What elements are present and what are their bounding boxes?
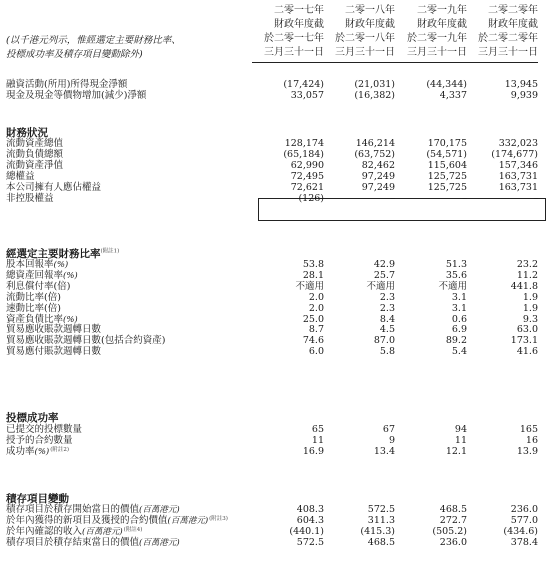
section-title-text: 積存項目變動 [6, 493, 69, 505]
table-row [0, 161, 553, 172]
row-label-text: 股本回報率 [6, 259, 54, 270]
row-label-text: 本公司擁有人應佔權益 [6, 181, 102, 193]
value-cell: 165 [519, 424, 538, 435]
column-header-line: 三月三十一日 [478, 47, 538, 58]
table-row [0, 347, 553, 358]
row-label-text: 積存項目於積存開始當日的價值 [6, 504, 140, 515]
value-cell: 42.9 [373, 259, 395, 270]
value-cell: 不適用 [366, 280, 395, 292]
value-cell: 12.1 [445, 445, 467, 457]
value-cell: 94 [454, 424, 467, 435]
value-cell: 16.9 [302, 445, 324, 457]
column-header-line: 二零一九年 [417, 5, 467, 16]
value-cell: 72,621 [290, 181, 324, 193]
table-row [0, 150, 553, 161]
value-cell: (440.1) [289, 525, 324, 537]
value-cell: 25.7 [373, 269, 395, 281]
table-row [0, 282, 553, 293]
column-header-line: 財政年度截 [345, 19, 395, 30]
value-cell: 72,495 [290, 170, 324, 182]
value-cell: (17,424) [283, 79, 324, 90]
value-cell: 63.0 [516, 324, 538, 336]
row-label-text: 流動負債總額 [6, 148, 64, 160]
value-cell: 16 [525, 434, 538, 446]
value-cell: (44,344) [426, 79, 467, 90]
column-header-line: 二零二零年 [488, 5, 538, 16]
table-row [0, 447, 553, 458]
table-row [0, 516, 553, 527]
value-cell: 82,462 [361, 159, 395, 171]
column-header-line: 財政年度截 [274, 19, 324, 30]
value-cell: 51.3 [445, 259, 467, 270]
row-label [6, 194, 54, 205]
column-header-line: 二零一八年 [345, 5, 395, 16]
value-cell: 97,249 [361, 181, 395, 193]
value-cell: 9,939 [510, 89, 538, 101]
value-cell: 9.3 [522, 313, 538, 325]
value-cell: 13,945 [504, 79, 538, 90]
header-underline [252, 62, 324, 63]
value-cell: 272.7 [439, 514, 467, 526]
value-cell: 11 [311, 434, 324, 446]
value-cell: 53.8 [302, 259, 324, 270]
section-title-text: 財務狀況 [6, 127, 48, 139]
column-header-line: 於二零二零年 [478, 33, 538, 44]
table-row [0, 91, 553, 102]
value-cell: 1.9 [522, 291, 538, 303]
value-cell: 157,346 [498, 159, 538, 171]
value-cell: 23.2 [516, 259, 538, 270]
row-label-text: 流動比率(倍) [6, 291, 61, 303]
section-title-text: 投標成功率 [6, 412, 59, 424]
value-cell: 2.3 [379, 302, 395, 314]
row-label-text: 已提交的投標數量 [6, 424, 83, 435]
footnote-ref: (附註2) [50, 446, 70, 453]
value-cell: 6.0 [308, 346, 324, 358]
unit-note [6, 34, 181, 62]
value-cell: 163,731 [498, 181, 538, 193]
value-cell: 5.4 [451, 346, 467, 358]
row-label [6, 91, 146, 102]
value-cell: 13.9 [516, 445, 538, 457]
value-cell: 572.5 [296, 536, 324, 548]
value-cell: 128,174 [284, 138, 324, 149]
footnote-ref: (附註4) [123, 526, 143, 533]
row-unit: (百萬港元) [82, 526, 123, 537]
table-row [0, 271, 553, 282]
value-cell: (21,031) [354, 79, 395, 90]
column-header-line: 財政年度截 [488, 19, 538, 30]
column-header-line: 三月三十一日 [264, 47, 324, 58]
row-unit: (%) [63, 270, 78, 281]
table-row [0, 538, 553, 549]
value-cell: 311.3 [367, 514, 395, 526]
value-cell: – [533, 192, 538, 204]
row-label-text: 融資活動(所用)所得現金淨額 [6, 79, 128, 90]
value-cell: 572.5 [367, 504, 395, 515]
column-header-3 [387, 4, 467, 60]
value-cell: 6.9 [451, 324, 467, 336]
value-cell: (434.6) [503, 525, 538, 537]
value-cell: 11 [454, 434, 467, 446]
column-header-line: 財政年度截 [417, 19, 467, 30]
row-label-text: 於年內確認的收入 [6, 525, 83, 537]
column-header-line: 三月三十一日 [335, 47, 395, 58]
value-cell: 13.4 [373, 445, 395, 457]
value-cell: 1.9 [522, 302, 538, 314]
value-cell: 468.5 [367, 536, 395, 548]
table-row [0, 293, 553, 304]
column-header-line: 二零一七年 [274, 5, 324, 16]
value-cell: (54,571) [426, 148, 467, 160]
value-cell: – [390, 192, 395, 204]
value-cell: 125,725 [427, 181, 467, 193]
row-label-text: 總資產回報率 [6, 269, 64, 281]
value-cell: 11.2 [516, 269, 538, 281]
value-cell: 74.6 [302, 335, 324, 347]
value-cell: 89.2 [445, 335, 467, 347]
row-label-text: 總權益 [6, 170, 35, 182]
row-label [6, 447, 69, 458]
value-cell: 577.0 [510, 514, 538, 526]
row-label-text: 非控股權益 [6, 192, 54, 204]
column-header-1 [244, 4, 324, 60]
value-cell: 163,731 [498, 170, 538, 182]
value-cell: 不適用 [295, 280, 324, 292]
value-cell: 5.8 [379, 346, 395, 358]
value-cell: (63,752) [354, 148, 395, 160]
value-cell: 41.6 [516, 346, 538, 358]
table-row [0, 139, 553, 150]
row-label-text: 貿易應收賬款週轉日數(包括合約資產) [6, 335, 166, 347]
row-unit: (百萬港元) [139, 537, 180, 548]
table-row [0, 194, 553, 205]
section-title [6, 410, 59, 425]
value-cell: 9 [388, 434, 395, 446]
header-underline [395, 62, 467, 63]
column-header-line: 於二零一九年 [407, 33, 467, 44]
value-cell: 441.8 [510, 280, 538, 292]
table-row [0, 436, 553, 447]
value-cell: (16,382) [354, 89, 395, 101]
value-cell: 0.6 [451, 313, 467, 325]
row-label-text: 利息償付率(倍) [6, 280, 71, 292]
value-cell: 67 [382, 424, 395, 435]
row-unit: (%) [34, 446, 50, 457]
value-cell: 35.6 [445, 269, 467, 281]
row-unit: (%) [53, 260, 69, 270]
section-title-text: 經選定主要財務比率 [6, 248, 101, 260]
value-cell: 125,725 [427, 170, 467, 182]
value-cell: 170,175 [427, 138, 467, 149]
row-label-text: 流動資產總值 [6, 138, 64, 149]
column-header-line: 於二零一七年 [264, 33, 324, 44]
unit-note-line-1: (以千港元列示，惟經選定主要財務比率、 [6, 35, 181, 46]
value-cell: 408.3 [296, 504, 324, 515]
value-cell: 173.1 [510, 335, 538, 347]
header-underline [466, 62, 538, 63]
column-header-line: 於二零一八年 [335, 33, 395, 44]
value-cell: (415.3) [360, 525, 395, 537]
table-row [0, 260, 553, 271]
table-row [0, 304, 553, 315]
value-cell: 不適用 [438, 280, 467, 292]
column-header-4 [458, 4, 538, 60]
value-cell: 87.0 [373, 335, 395, 347]
value-cell: 28.1 [302, 269, 324, 281]
row-unit: (百萬港元) [139, 505, 180, 515]
row-label-text: 速動比率(倍) [6, 302, 61, 314]
row-label-text: 貿易應付賬款週轉日數 [6, 346, 102, 358]
value-cell: 3.1 [451, 291, 467, 303]
value-cell: 332,023 [498, 138, 538, 149]
row-label-text: 流動資產淨值 [6, 159, 64, 171]
value-cell: 8.4 [379, 313, 395, 325]
value-cell: (174,677) [491, 148, 538, 160]
value-cell: 604.3 [296, 514, 324, 526]
value-cell: 115,604 [427, 159, 467, 171]
row-label-text: 資產負債比率 [6, 313, 64, 325]
value-cell: 33,057 [290, 89, 324, 101]
column-header-2 [315, 4, 395, 60]
column-header-line: 三月三十一日 [407, 47, 467, 58]
value-cell: 8.7 [308, 324, 324, 336]
row-label-text: 貿易應收賬款週轉日數 [6, 324, 102, 336]
table-row [0, 183, 553, 194]
row-label-text: 授予的合約數量 [6, 434, 73, 446]
value-cell: 146,214 [355, 138, 395, 149]
unit-note-line-2: 投標成功率及積存項目變動除外) [6, 49, 143, 60]
header-underline [323, 62, 395, 63]
value-cell: 4,337 [439, 89, 467, 101]
row-unit: (百萬港元) [167, 515, 209, 526]
row-label-text: 積存項目於積存結束當日的價值 [6, 536, 140, 548]
table-row [0, 425, 553, 436]
row-label [6, 538, 180, 549]
value-cell: – [462, 192, 467, 204]
value-cell: 236.0 [510, 504, 538, 515]
value-cell: 2.0 [308, 291, 324, 303]
footnote-ref: (附註3) [209, 515, 228, 522]
value-cell: 236.0 [439, 536, 467, 548]
value-cell: (505.2) [432, 525, 467, 537]
value-cell: 97,249 [361, 170, 395, 182]
value-cell: 2.0 [308, 302, 324, 314]
row-unit: (%) [63, 314, 78, 325]
value-cell: 65 [311, 424, 324, 435]
row-label-text: 成功率 [6, 445, 35, 457]
value-cell: 2.3 [379, 291, 395, 303]
value-cell: 378.4 [510, 536, 538, 548]
row-label [6, 347, 101, 358]
value-cell: 62,990 [290, 159, 324, 171]
value-cell: (65,184) [283, 148, 324, 160]
value-cell: 3.1 [451, 302, 467, 314]
value-cell: 468.5 [439, 504, 467, 515]
value-cell: 25.0 [302, 313, 324, 325]
row-label-text: 現金及現金等價物增加(減少)淨額 [6, 89, 147, 101]
value-cell: (126) [298, 192, 324, 204]
row-label-text: 於年內獲得的新項目及獲授的合約價值 [6, 514, 168, 526]
value-cell: 4.5 [379, 324, 395, 336]
footnote-ref: (附註1) [100, 248, 120, 255]
